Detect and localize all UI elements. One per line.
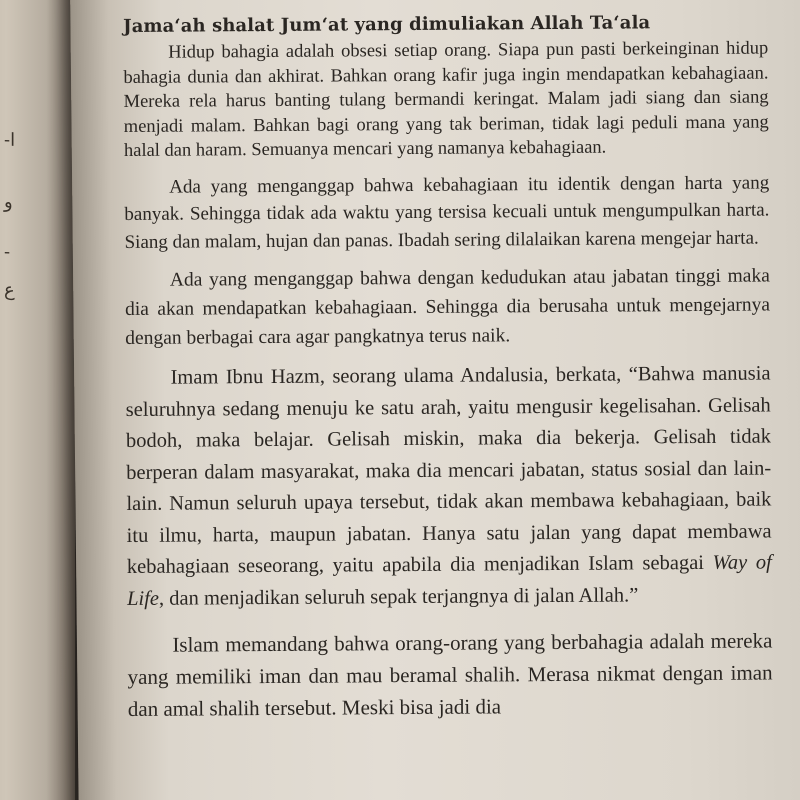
section-heading: Jamaʻah shalat Jumʻat yang dimuliakan Allah Taʻala (123, 12, 651, 37)
left-page-mark: -ا (4, 129, 16, 151)
quote-text-end: , dan menjadikan seluruh sepak terjangnya di jalan Allah.” (158, 584, 639, 610)
page-text (123, 11, 773, 735)
left-page-edge (0, 0, 75, 800)
left-page-mark: و (4, 191, 13, 213)
paragraph-5: Islam memandang bahwa orang-orang yang berbahagia adalah mereka yang memiliki iman dan mau beramal shalih. Merasa nikmat dengan iman dan amal shalih tersebut. Meski bisa jadi dia (127, 628, 773, 722)
left-page-mark: ع (4, 279, 15, 301)
quote-text: Imam Ibnu Hazm, seorang ulama Andalusia, berkata, “Bahwa manusia seluruhnya sedang menuju ke satu arah, yaitu mengusir kegelisahan. Gelisah bodoh, maka belajar. Gelisah miskin, maka dia bekerja. Gelisah tidak berperan dalam masyarakat, maka dia mencari jabatan, status sosial dan lain-lain. Namun seluruh upaya tersebut, tidak akan membawa kebahagiaan, baik itu ilmu, harta, maupun jabatan. Hanya satu jalan yang dapat membawa kebahagiaan seseorang, yaitu apabila dia menjadikan Islam sebagai (125, 362, 772, 579)
quote-paragraph (125, 359, 772, 615)
quote-italic: Way of Life (126, 551, 772, 610)
paragraph-2: Ada yang menganggap bahwa kebahagiaan itu identik dengan harta yang banyak. Sehingga tidak ada waktu yang tersisa kecuali untuk mengumpulkan harta. Siang dan malam, hujan dan panas. Ibadah sering dilalaikan karena mengejar harta. (124, 172, 770, 253)
paragraph-3: Ada yang menganggap bahwa dengan kedudukan atau jabatan tinggi maka dia akan mendapatkan kebahagiaan. Sehingga dia berusaha untuk mengejarnya dengan berbagai cara agar pangkatnya terus naik. (124, 265, 771, 350)
left-page-mark: - (4, 241, 11, 263)
paragraph-1: Hidup bahagia adalah obsesi setiap orang. Siapa pun pasti berkeinginan hidup bahagia dunia dan akhirat. Bahkan orang kafir juga ingin mendapatkan kebahagiaan. Mereka rela harus banting tulang bermandi keringat. Malam jadi siang dan siang menjadi malam. Bahkan bagi orang yang tak beriman, tidak lagi peduli mana yang halal dan haram. Semuanya mencari yang namanya kebahagiaan. (123, 38, 769, 162)
